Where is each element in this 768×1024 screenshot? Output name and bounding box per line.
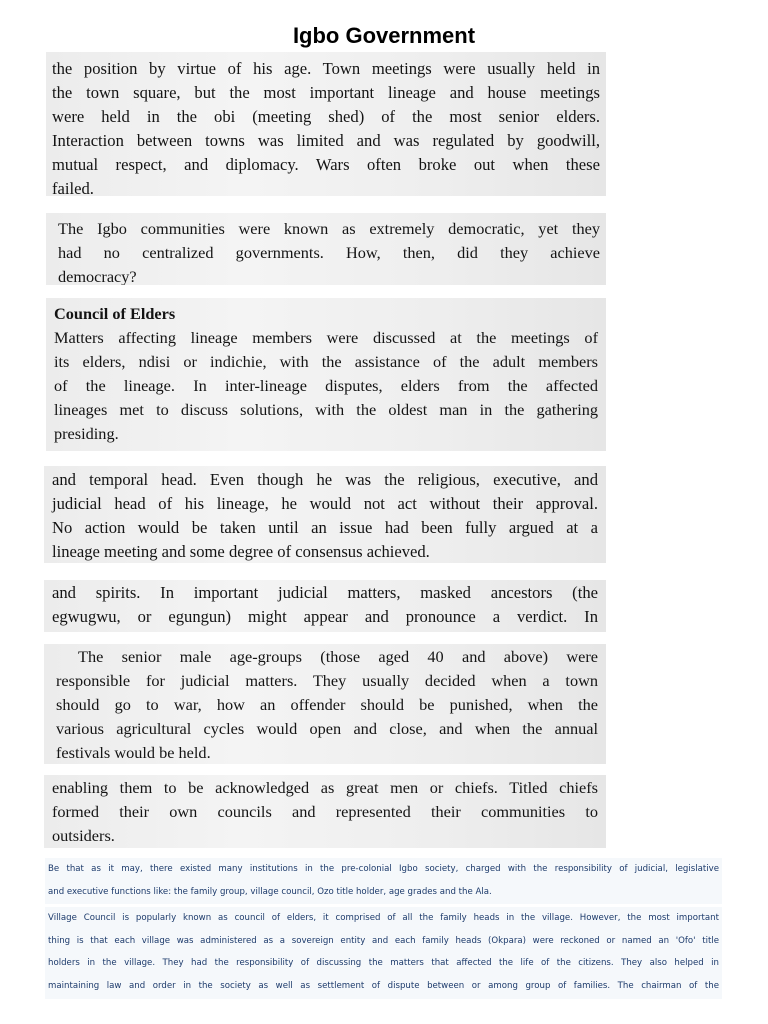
- text-line: lineage meeting and some degree of consensus achieved.: [52, 542, 430, 561]
- scan-excerpt-democracy-question: [46, 213, 606, 285]
- scan-excerpt-temporal-head: [44, 466, 606, 563]
- text-line: and spirits. In important judicial matters, masked ancestors (the: [52, 583, 598, 602]
- text-line: The Igbo communities were known as extremely democratic, yet they: [58, 219, 600, 238]
- scan-excerpt-age-groups: [44, 644, 606, 764]
- text-line: responsible for judicial matters. They usually decided when a town: [56, 671, 598, 690]
- section-heading: Council of Elders: [54, 304, 176, 323]
- text-line: Interaction between towns was limited and was regulated by goodwill,: [52, 131, 600, 150]
- text-line: formed their own councils and represented their communities to: [52, 802, 598, 821]
- text-line: festivals would be held.: [56, 743, 211, 762]
- text-line: mutual respect, and diplomacy. Wars often broke out when these: [52, 155, 600, 174]
- text-line: thing is that each village was administered as a sovereign entity and each family heads (Okpara) were reckoned or named an 'Ofo' title: [48, 935, 719, 946]
- scan-excerpt-spirits: [44, 580, 606, 632]
- text-line: enabling them to be acknowledged as great men or chiefs. Titled chiefs: [52, 778, 598, 797]
- text-line: the position by virtue of his age. Town meetings were usually held in: [52, 59, 600, 78]
- text-line: The senior male age-groups (those aged 40 and above) were: [78, 647, 598, 666]
- scan-excerpt-town-meetings: [46, 52, 606, 196]
- text-line: presiding.: [54, 424, 119, 443]
- text-line: and executive functions like: the family group, village council, Ozo title holder, age grades and the Ala.: [48, 886, 492, 897]
- text-line: outsiders.: [52, 826, 115, 845]
- web-paragraph-village-council: [45, 907, 722, 999]
- scan-excerpt-titled-chiefs: [44, 775, 606, 848]
- text-line: of the lineage. In inter-lineage disputes, elders from the affected: [54, 376, 598, 395]
- text-line: its elders, ndisi or indichie, with the assistance of the adult members: [54, 352, 598, 371]
- text-line: holders in the village. They had the responsibility of discussing the matters that affected the life of the citizens. They also helped in: [48, 958, 719, 968]
- text-line: lineages met to discuss solutions, with the oldest man in the gathering: [54, 400, 598, 419]
- text-line: were held in the obi (meeting shed) of the most senior elders.: [52, 107, 600, 126]
- text-line: should go to war, how an offender should be punished, when the: [56, 695, 598, 714]
- scan-excerpt-council-of-elders: [46, 298, 606, 451]
- page-title: Igbo Government: [292, 23, 476, 48]
- text-line: Be that as it may, there existed many institutions in the pre-colonial Igbo society, charged with the responsibility of judicial, legislative: [48, 864, 719, 874]
- text-line: Matters affecting lineage members were discussed at the meetings of: [54, 328, 598, 347]
- text-line: Village Council is popularly known as council of elders, it comprised of all the family heads in the village. However, the most important: [48, 913, 719, 923]
- text-line: failed.: [52, 179, 94, 196]
- text-line: democracy?: [58, 267, 137, 285]
- text-line: the town square, but the most important lineage and house meetings: [52, 83, 600, 102]
- text-line: had no centralized governments. How, then, did they achieve: [58, 243, 600, 262]
- text-line: judicial head of his lineage, he would not act without their approval.: [52, 494, 598, 513]
- web-paragraph-institutions: [45, 858, 722, 904]
- text-line: egwugwu, or egungun) might appear and pronounce a verdict. In: [52, 607, 598, 626]
- text-line: maintaining law and order in the society as well as settlement of dispute between or among group of families. The chairman of the: [48, 980, 719, 991]
- text-line: and temporal head. Even though he was the religious, executive, and: [52, 470, 598, 489]
- text-line: No action would be taken until an issue had been fully argued at a: [52, 518, 598, 537]
- text-line: various agricultural cycles would open and close, and when the annual: [56, 719, 598, 738]
